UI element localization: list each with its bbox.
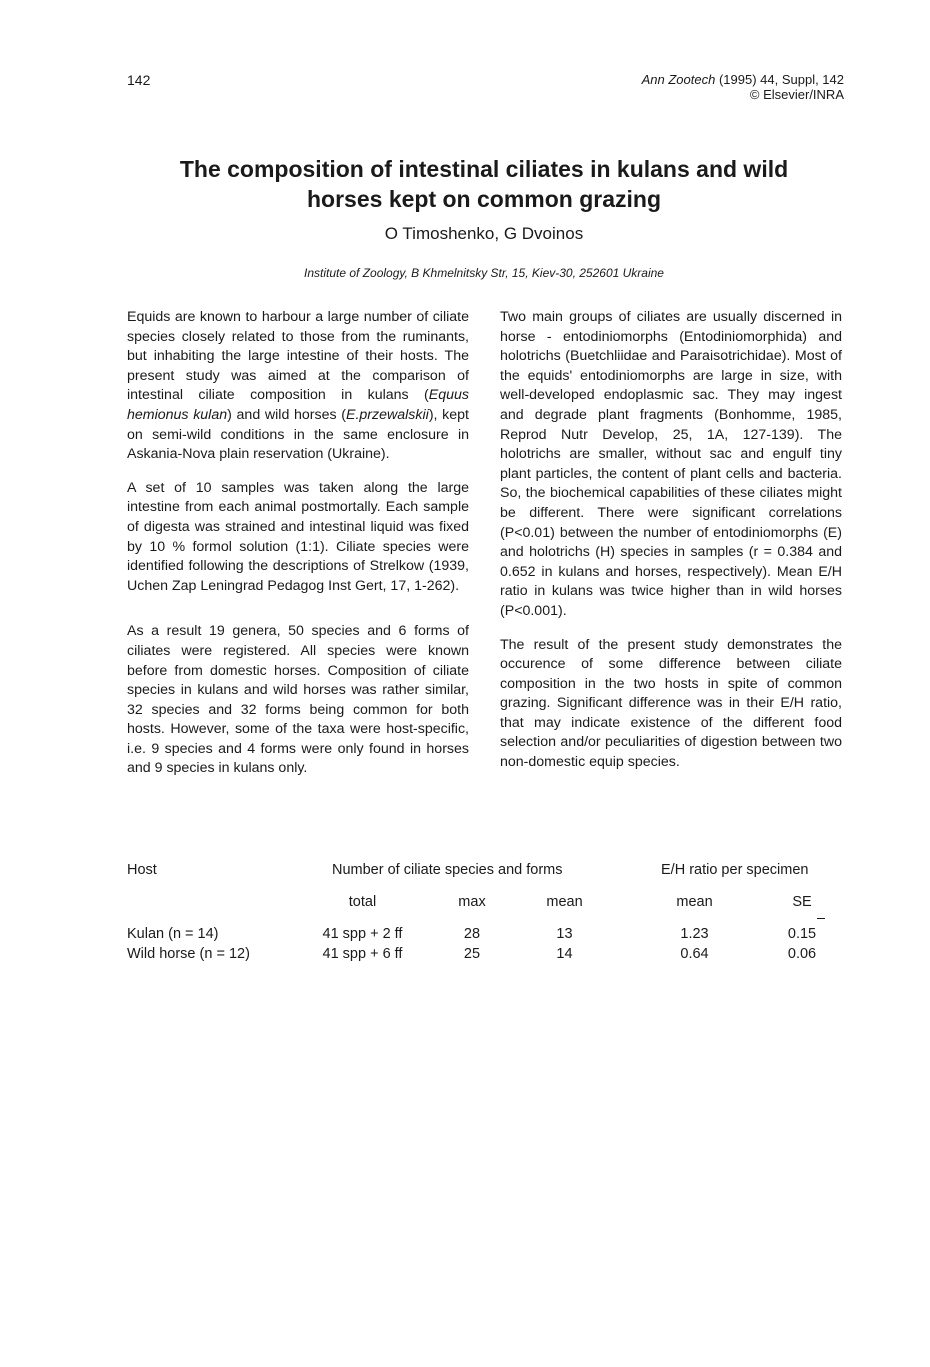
subheader-ratio-mean: mean xyxy=(676,894,713,910)
cell-se: 0.06 xyxy=(787,946,817,962)
paragraph-conclusion: The result of the present study demonstrates the occurence of some difference between ciliate composition in the two hosts in spite of common grazing. Significant difference was in their E/H ratio, that may indicate existence of the different food selection and/or peculiarities of digestion between two non-domestic equip species. xyxy=(500,636,842,771)
right-column xyxy=(500,308,842,787)
cell-total: 41 spp + 6 ff xyxy=(322,946,403,962)
cell-ratio-mean: 1.23 xyxy=(680,926,709,942)
subheader-max: max xyxy=(458,894,486,910)
header-species-group: Number of ciliate species and forms xyxy=(332,862,563,878)
page-number: 142 xyxy=(127,72,151,88)
cell-ratio-mean: 0.64 xyxy=(680,946,709,962)
subheader-total: total xyxy=(348,894,377,910)
cell-host: Wild horse (n = 12) xyxy=(127,946,250,962)
header-host: Host xyxy=(127,862,157,878)
cell-mean: 13 xyxy=(556,926,573,942)
paragraph-methods: A set of 10 samples was taken along the large intestine from each animal postmortally. Each sample of digesta was strained and intestinal liquid was fixed by 10 % formol solution (1:1). Ciliate species were identified following the descriptions of Strelkow (1939, Uchen Zap Leningrad Pedagog Inst Gert, 17, 1-262). xyxy=(127,479,469,594)
article-title xyxy=(100,154,868,214)
title-line-1: The composition of intestinal ciliates in kulans and wild xyxy=(179,156,789,182)
journal-citation: (1995) 44, Suppl, 142 xyxy=(715,72,844,87)
authors: O Timoshenko, G Dvoinos xyxy=(384,224,584,243)
cell-se: 0.15 xyxy=(787,926,817,942)
paragraph-results: As a result 19 genera, 50 species and 6 forms of ciliates were registered. All species were known before from domestic horses. Composition of ciliate species in kulans and wild horses was rather similar, 32 species and 32 forms being common for both hosts. However, some of the taxa were host-specific, i.e. 9 species and 4 forms were only found in horses and 9 species in kulans only. xyxy=(127,623,469,777)
se-overbar xyxy=(817,918,825,919)
table-row xyxy=(127,926,847,946)
journal-name: Ann Zootech xyxy=(641,72,716,87)
cell-mean: 14 xyxy=(556,946,573,962)
affiliation: Institute of Zoology, B Khmelnitsky Str, 15, Kiev-30, 252601 Ukraine xyxy=(304,266,664,280)
paragraph-intro: Equids are known to harbour a large number of ciliate species closely related to those from the ruminants, but inhabiting the large intestine of their hosts. The present study was aimed at the comparison of intestinal ciliate composition in kulans (Equus hemionus kulan) and wild horses (E.przewalskii), kept on semi-wild conditions in the same enclosure in Askania-Nova plain reservation (Ukraine). xyxy=(127,309,469,463)
left-column xyxy=(127,308,469,793)
table-subheader-row xyxy=(127,894,847,926)
species-name-przewalskii: E.przewalskii xyxy=(346,406,429,423)
paragraph-groups: Two main groups of ciliates are usually discerned in horse - entodiniomorphs (Entodiniomorphida) and holotrichs (Buetchliidae and Paraisotrichidae). Most of the equids' entodiniomorphs are large in size, with well-developed endoplasmic sac. They may ingest and degrade plant fragments (Bonhomme, 1985, Reprod Nutr Develop, 25, 1A, 127-139). The holotrichs are smaller, without sac and engulf tiny plant particles, the content of plant cells and bacteria. So, the biochemical capabilities of these ciliates might be different. There were significant correlations (P<0.01) between the number of entodiniomorphs (E) and holotrichs (H) species in samples (r = 0.384 and 0.652 in kulans and horses, respectively). Mean E/H ratio in kulans was twice higher than in wild horses (P<0.001). xyxy=(500,309,842,619)
species-name-kulan: Equus hemionus kulan xyxy=(127,387,469,423)
journal-info xyxy=(642,72,844,102)
subheader-mean: mean xyxy=(546,894,583,910)
header-ratio-group: E/H ratio per specimen xyxy=(661,862,809,878)
table-row xyxy=(127,946,847,966)
cell-total: 41 spp + 2 ff xyxy=(322,926,403,942)
cell-max: 28 xyxy=(463,926,481,942)
cell-max: 25 xyxy=(463,946,481,962)
copyright: © Elsevier/INRA xyxy=(749,87,844,102)
title-line-2: horses kept on common grazing xyxy=(307,186,661,212)
results-table xyxy=(127,862,847,966)
cell-host: Kulan (n = 14) xyxy=(127,926,219,942)
subheader-se: SE xyxy=(792,894,812,910)
table-header-row xyxy=(127,862,847,894)
